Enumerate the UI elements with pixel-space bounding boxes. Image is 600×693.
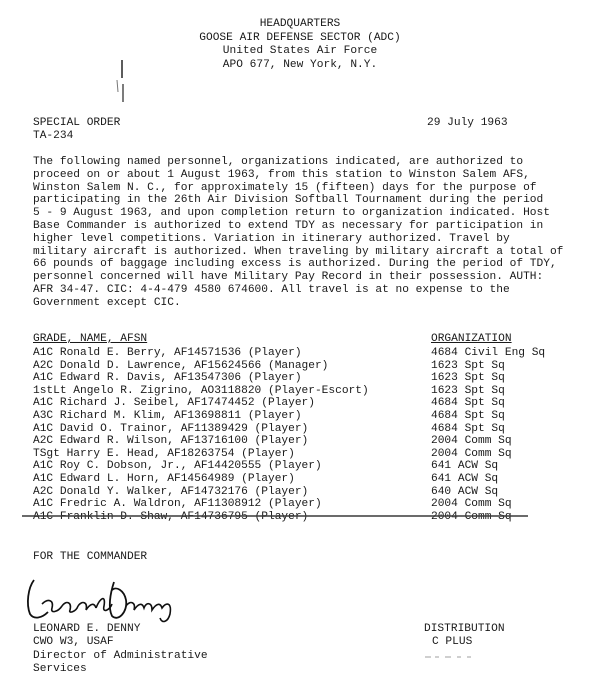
roster-name: A1C Ronald E. Berry, AF14571536 (Player) <box>33 347 302 359</box>
roster-name: A1C David O. Trainor, AF11389429 (Player) <box>33 422 309 435</box>
roster-org: 641 ACW Sq <box>431 460 499 473</box>
personnel-roster <box>33 347 573 523</box>
roster-row <box>33 385 573 398</box>
roster-name: A1C Edward R. Davis, AF13547306 (Player) <box>33 372 302 385</box>
ink-smudge-mark <box>114 58 128 106</box>
order-number: TA-234 <box>33 130 74 142</box>
strikethrough-line <box>22 515 528 517</box>
roster-org: 1623 Spt Sq <box>431 359 505 372</box>
letterhead-line-2: GOOSE AIR DEFENSE SECTOR (ADC) <box>199 31 401 44</box>
roster-row <box>33 423 573 436</box>
roster-row <box>33 372 573 385</box>
body-line: Base Commander is authorized to extend TDY as necessary for participation in <box>33 219 544 232</box>
roster-org: 4684 Spt Sq <box>431 422 505 435</box>
for-the-commander: FOR THE COMMANDER <box>33 551 148 563</box>
roster-row <box>33 486 573 499</box>
body-line: higher level competitions. Variation in itinerary authorized. Travel by <box>33 232 510 245</box>
roster-org: 2004 Comm Sq <box>431 435 512 448</box>
body-line: Winston Salem N. C., for approximately 15 (fifteen) days for the purpose of <box>33 181 537 194</box>
roster-org: 4684 Spt Sq <box>431 409 505 422</box>
body-line: 66 pounds of baggage including excess is authorized. During the period of TDY, <box>33 258 557 271</box>
roster-name: A1C Edward L. Horn, AF14564989 (Player) <box>33 472 295 485</box>
roster-org: 2004 Comm Sq <box>431 498 512 511</box>
roster-row <box>33 460 573 473</box>
roster-name: A2C Donald Y. Walker, AF14732176 (Player) <box>33 485 309 498</box>
roster-name: A2C Donald D. Lawrence, AF15624566 (Manager) <box>33 359 329 372</box>
body-line: personnel concerned will have Military Pay Record in their possession. AUTH: <box>33 271 544 284</box>
roster-name: A2C Edward R. Wilson, AF13716100 (Player) <box>33 435 309 448</box>
body-line: The following named personnel, organizations indicated, are authorized to <box>33 156 524 168</box>
signer-title-line-2: Services <box>33 663 87 676</box>
roster-org: 4684 Civil Eng Sq <box>431 347 546 359</box>
body-line: 5 - 9 August 1963, and upon completion return to organization indicated. Host <box>33 207 550 220</box>
roster-name: A1C Fredric A. Waldron, AF11308912 (Player) <box>33 498 322 511</box>
body-line: participating in the 26th Air Division Softball Tournament during the period <box>33 194 544 207</box>
roster-name: TSgt Harry E. Head, AF18263754 (Player) <box>33 447 295 460</box>
roster-name <box>33 511 308 524</box>
letterhead-line-3: United States Air Force <box>222 45 378 58</box>
roster-row <box>33 448 573 461</box>
distribution-block <box>424 623 505 650</box>
body-line: AFR 34-47. CIC: 4-4-479 4580 674600. All travel is at no expense to the <box>33 283 510 296</box>
roster-org: 1623 Spt Sq <box>431 372 505 385</box>
distribution-label: DISTRIBUTION <box>424 623 505 635</box>
column-header-organization: ORGANIZATION <box>431 333 512 345</box>
roster-row <box>33 397 573 410</box>
faint-ink-marks <box>425 654 473 660</box>
roster-org: 4684 Spt Sq <box>431 397 505 410</box>
order-body <box>33 156 578 310</box>
handwritten-signature <box>22 574 182 626</box>
order-title: SPECIAL ORDER <box>33 117 121 129</box>
column-header-name: GRADE, NAME, AFSN <box>33 333 148 345</box>
roster-org <box>431 511 512 524</box>
roster-name: 1stLt Angelo R. Zigrino, AO3118820 (Player-Escort) <box>33 384 369 397</box>
roster-row <box>33 360 573 373</box>
roster-org: 1623 Spt Sq <box>431 384 505 397</box>
body-line: proceed on or about 1 August 1963, from this station to Winston Salem AFS, <box>33 168 530 181</box>
letterhead <box>160 18 440 72</box>
signature-block <box>33 623 208 677</box>
roster-name: A1C Roy C. Dobson, Jr., AF14420555 (Player) <box>33 460 322 473</box>
roster-row <box>33 511 573 524</box>
roster-row <box>33 435 573 448</box>
roster-row <box>33 410 573 423</box>
distribution-value: C PLUS <box>432 636 473 649</box>
signer-rank: CWO W3, USAF <box>33 636 114 649</box>
roster-row <box>33 347 573 360</box>
body-line: military aircraft is authorized. When traveling by military aircraft a total of <box>33 245 564 258</box>
letterhead-line-1: HEADQUARTERS <box>259 18 341 30</box>
roster-org: 641 ACW Sq <box>431 472 499 485</box>
body-line: Government except CIC. <box>33 296 181 309</box>
roster-row <box>33 473 573 486</box>
letterhead-line-4: APO 677, New York, N.Y. <box>222 58 378 71</box>
signer-name: LEONARD E. DENNY <box>33 623 141 635</box>
roster-row <box>33 498 573 511</box>
roster-name: A1C Richard J. Seibel, AF17474452 (Player) <box>33 397 315 410</box>
roster-org: 640 ACW Sq <box>431 485 499 498</box>
roster-org: 2004 Comm Sq <box>431 447 512 460</box>
order-date: 29 July 1963 <box>427 117 508 129</box>
roster-name: A3C Richard M. Klim, AF13698811 (Player) <box>33 409 302 422</box>
signer-title-line-1: Director of Administrative <box>33 649 208 662</box>
